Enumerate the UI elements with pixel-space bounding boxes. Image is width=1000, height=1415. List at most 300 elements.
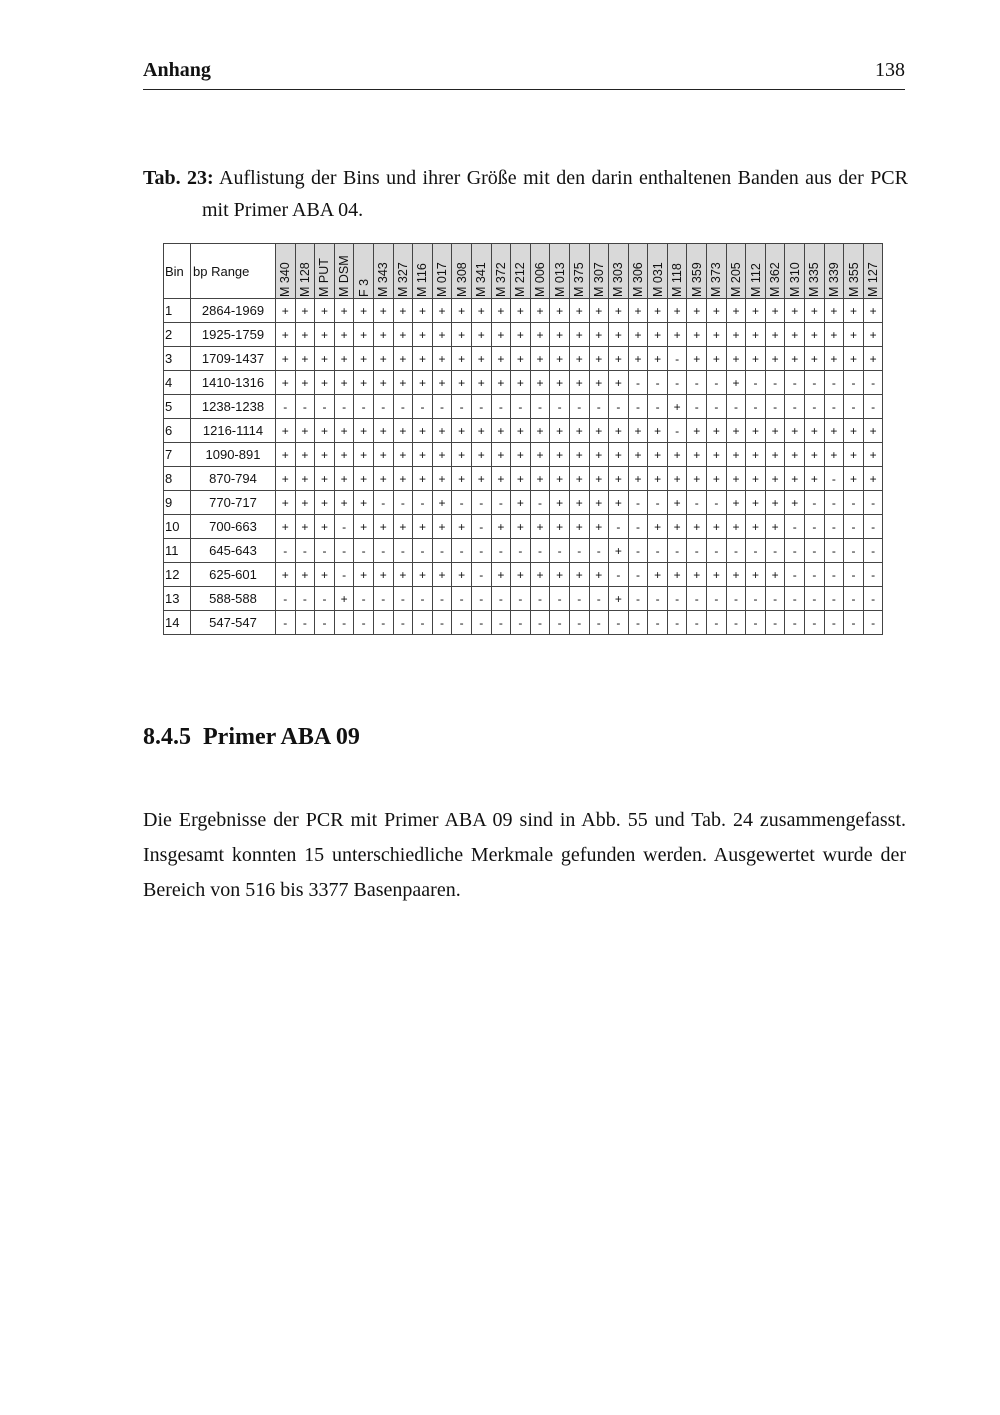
band-presence-cell: - xyxy=(648,539,668,563)
band-presence-cell: + xyxy=(844,323,864,347)
band-presence-cell: - xyxy=(687,491,707,515)
band-presence-cell: + xyxy=(276,371,296,395)
band-presence-cell: - xyxy=(746,371,766,395)
band-presence-cell: + xyxy=(295,443,315,467)
band-presence-cell: - xyxy=(432,587,452,611)
sample-label: M 306 xyxy=(630,261,645,297)
sample-column-header xyxy=(785,244,805,299)
bin-number-cell: 12 xyxy=(164,563,191,587)
band-presence-cell: - xyxy=(667,347,687,371)
band-presence-cell: + xyxy=(805,443,825,467)
band-presence-cell: - xyxy=(511,395,531,419)
sample-column-header xyxy=(354,244,374,299)
band-presence-cell: - xyxy=(805,539,825,563)
sample-label: F 3 xyxy=(356,278,371,297)
band-presence-cell: + xyxy=(805,299,825,323)
band-presence-cell: + xyxy=(863,299,883,323)
band-presence-cell: - xyxy=(746,611,766,635)
sample-label: M 372 xyxy=(493,261,508,297)
band-presence-cell: + xyxy=(334,419,354,443)
band-presence-cell: + xyxy=(491,515,511,539)
section-heading xyxy=(143,724,360,751)
band-presence-cell: + xyxy=(648,419,668,443)
band-presence-cell: - xyxy=(491,395,511,419)
band-presence-cell: + xyxy=(824,443,844,467)
band-presence-cell: - xyxy=(648,611,668,635)
sample-label: M 339 xyxy=(826,261,841,297)
table-row xyxy=(164,443,883,467)
band-presence-cell: - xyxy=(707,371,727,395)
band-presence-cell: + xyxy=(863,467,883,491)
band-presence-cell: + xyxy=(491,419,511,443)
band-presence-cell: - xyxy=(295,395,315,419)
sample-column-header xyxy=(648,244,668,299)
band-presence-cell: + xyxy=(295,515,315,539)
band-presence-cell: + xyxy=(765,323,785,347)
band-presence-cell: + xyxy=(413,443,433,467)
band-presence-cell: - xyxy=(491,587,511,611)
table-row xyxy=(164,467,883,491)
band-presence-cell: + xyxy=(765,443,785,467)
band-presence-cell: - xyxy=(785,395,805,419)
band-presence-cell: + xyxy=(628,419,648,443)
band-presence-cell: + xyxy=(452,467,472,491)
band-presence-cell: + xyxy=(354,371,374,395)
sample-column-header xyxy=(373,244,393,299)
band-presence-cell: - xyxy=(844,563,864,587)
band-presence-cell: - xyxy=(393,611,413,635)
band-presence-cell: + xyxy=(589,515,609,539)
caption-text: Auflistung der Bins und ihrer Größe mit den darin enthaltenen Banden aus der PCR xyxy=(219,167,908,189)
band-presence-cell: + xyxy=(805,347,825,371)
band-presence-cell: + xyxy=(334,491,354,515)
band-presence-cell: - xyxy=(471,587,491,611)
band-presence-cell: - xyxy=(373,395,393,419)
band-presence-cell: - xyxy=(648,587,668,611)
band-presence-cell: + xyxy=(569,419,589,443)
band-presence-cell: - xyxy=(824,539,844,563)
sample-label: M 307 xyxy=(591,261,606,297)
band-presence-cell: - xyxy=(805,563,825,587)
band-presence-cell: + xyxy=(491,323,511,347)
band-presence-cell: - xyxy=(785,539,805,563)
band-presence-cell: + xyxy=(413,323,433,347)
band-presence-cell: + xyxy=(746,491,766,515)
bin-number-cell: 10 xyxy=(164,515,191,539)
sample-column-header xyxy=(687,244,707,299)
band-presence-cell: + xyxy=(628,299,648,323)
band-presence-cell: + xyxy=(511,563,531,587)
band-presence-cell: - xyxy=(511,539,531,563)
band-presence-cell: - xyxy=(765,371,785,395)
band-presence-cell: - xyxy=(334,611,354,635)
band-presence-cell: + xyxy=(609,323,629,347)
band-presence-cell: - xyxy=(824,587,844,611)
band-presence-cell: + xyxy=(530,371,550,395)
band-presence-cell: + xyxy=(589,563,609,587)
band-presence-cell: + xyxy=(569,347,589,371)
band-presence-cell: + xyxy=(765,515,785,539)
band-presence-cell: - xyxy=(628,515,648,539)
band-presence-cell: + xyxy=(452,443,472,467)
sample-label: M 212 xyxy=(513,261,528,297)
band-presence-cell: - xyxy=(746,539,766,563)
sample-label: M 359 xyxy=(689,261,704,297)
band-presence-cell: - xyxy=(276,395,296,419)
band-presence-cell: + xyxy=(805,467,825,491)
band-presence-cell: + xyxy=(334,443,354,467)
table-row xyxy=(164,299,883,323)
sample-column-header xyxy=(824,244,844,299)
sample-column-header xyxy=(609,244,629,299)
band-presence-cell: + xyxy=(432,299,452,323)
table-row xyxy=(164,539,883,563)
band-presence-cell: - xyxy=(609,611,629,635)
bin-number-cell: 11 xyxy=(164,539,191,563)
sample-label: M 310 xyxy=(787,261,802,297)
band-presence-cell: + xyxy=(569,323,589,347)
band-presence-cell: + xyxy=(295,563,315,587)
sample-column-header xyxy=(726,244,746,299)
sample-label: M 341 xyxy=(474,261,489,297)
band-presence-cell: - xyxy=(569,611,589,635)
band-presence-cell: + xyxy=(432,347,452,371)
band-presence-cell: - xyxy=(824,611,844,635)
band-presence-cell: - xyxy=(687,611,707,635)
band-presence-cell: - xyxy=(667,611,687,635)
band-presence-cell: - xyxy=(452,395,472,419)
band-presence-cell: + xyxy=(707,443,727,467)
band-presence-cell: - xyxy=(628,395,648,419)
band-presence-cell: + xyxy=(550,419,570,443)
bp-range-cell: 870-794 xyxy=(191,467,276,491)
band-presence-cell: + xyxy=(687,419,707,443)
band-presence-cell: + xyxy=(276,515,296,539)
band-presence-cell: - xyxy=(628,491,648,515)
band-presence-cell: + xyxy=(373,371,393,395)
band-presence-cell: - xyxy=(785,371,805,395)
band-presence-cell: - xyxy=(805,491,825,515)
band-presence-cell: - xyxy=(687,395,707,419)
band-presence-cell: - xyxy=(452,491,472,515)
band-presence-cell: + xyxy=(707,419,727,443)
band-presence-cell: + xyxy=(667,323,687,347)
band-presence-cell: + xyxy=(334,371,354,395)
band-presence-cell: + xyxy=(315,443,335,467)
band-presence-cell: - xyxy=(628,587,648,611)
bp-range-cell: 1925-1759 xyxy=(191,323,276,347)
band-presence-cell: - xyxy=(530,491,550,515)
band-presence-cell: - xyxy=(844,395,864,419)
sample-column-header xyxy=(844,244,864,299)
band-presence-cell: - xyxy=(491,491,511,515)
bp-range-cell: 547-547 xyxy=(191,611,276,635)
band-presence-cell: + xyxy=(373,299,393,323)
band-presence-cell: + xyxy=(746,323,766,347)
band-presence-cell: - xyxy=(413,611,433,635)
band-presence-cell: + xyxy=(550,467,570,491)
band-presence-cell: - xyxy=(746,395,766,419)
bp-range-column-header: bp Range xyxy=(191,244,276,299)
bin-number-cell: 8 xyxy=(164,467,191,491)
band-presence-cell: - xyxy=(844,491,864,515)
band-presence-cell: - xyxy=(648,395,668,419)
bin-number-cell: 4 xyxy=(164,371,191,395)
band-presence-cell: + xyxy=(511,323,531,347)
band-presence-cell: + xyxy=(471,347,491,371)
band-presence-cell: - xyxy=(354,611,374,635)
band-presence-cell: + xyxy=(687,299,707,323)
band-presence-cell: + xyxy=(589,371,609,395)
band-presence-cell: - xyxy=(667,419,687,443)
sample-label: M 303 xyxy=(611,261,626,297)
band-presence-cell: + xyxy=(393,443,413,467)
table-row xyxy=(164,515,883,539)
band-presence-cell: - xyxy=(373,491,393,515)
band-presence-cell: + xyxy=(276,563,296,587)
band-presence-cell: + xyxy=(687,467,707,491)
band-presence-cell: - xyxy=(667,587,687,611)
band-presence-cell: + xyxy=(707,467,727,491)
band-presence-cell: - xyxy=(726,611,746,635)
band-presence-cell: + xyxy=(530,467,550,491)
band-presence-cell: - xyxy=(805,587,825,611)
band-presence-cell: + xyxy=(648,515,668,539)
bp-range-cell: 645-643 xyxy=(191,539,276,563)
band-presence-cell: + xyxy=(354,515,374,539)
band-presence-cell: + xyxy=(315,371,335,395)
band-presence-cell: - xyxy=(452,587,472,611)
band-presence-cell: + xyxy=(315,323,335,347)
band-presence-cell: + xyxy=(413,347,433,371)
band-presence-cell: + xyxy=(824,323,844,347)
band-presence-cell: + xyxy=(667,395,687,419)
band-presence-cell: + xyxy=(511,491,531,515)
bp-range-cell: 1216-1114 xyxy=(191,419,276,443)
band-presence-cell: + xyxy=(373,467,393,491)
band-presence-cell: - xyxy=(628,539,648,563)
band-presence-cell: + xyxy=(315,299,335,323)
band-presence-cell: + xyxy=(609,491,629,515)
band-presence-cell: + xyxy=(373,443,393,467)
band-presence-cell: + xyxy=(334,587,354,611)
section-number: 8.4.5 xyxy=(143,724,191,750)
band-presence-cell: - xyxy=(295,587,315,611)
band-presence-cell: - xyxy=(707,611,727,635)
bin-number-cell: 14 xyxy=(164,611,191,635)
band-presence-cell: + xyxy=(609,419,629,443)
band-presence-cell: + xyxy=(805,419,825,443)
band-presence-cell: + xyxy=(315,515,335,539)
band-presence-cell: - xyxy=(844,371,864,395)
bp-range-cell: 1090-891 xyxy=(191,443,276,467)
sample-column-header xyxy=(295,244,315,299)
band-presence-cell: + xyxy=(276,443,296,467)
band-presence-cell: + xyxy=(805,323,825,347)
band-presence-cell: - xyxy=(354,539,374,563)
band-presence-cell: - xyxy=(295,611,315,635)
band-presence-cell: - xyxy=(726,587,746,611)
band-presence-cell: + xyxy=(491,467,511,491)
sample-column-header xyxy=(569,244,589,299)
band-presence-cell: - xyxy=(569,539,589,563)
band-presence-cell: - xyxy=(315,539,335,563)
bin-number-cell: 13 xyxy=(164,587,191,611)
band-presence-cell: + xyxy=(511,467,531,491)
page-header xyxy=(143,58,905,90)
band-presence-cell: + xyxy=(432,563,452,587)
band-presence-cell: - xyxy=(334,395,354,419)
band-presence-cell: + xyxy=(863,347,883,371)
band-presence-cell: - xyxy=(550,395,570,419)
band-presence-cell: + xyxy=(413,299,433,323)
band-presence-cell: + xyxy=(452,419,472,443)
sample-column-header xyxy=(765,244,785,299)
band-presence-cell: + xyxy=(550,299,570,323)
band-presence-cell: + xyxy=(471,371,491,395)
band-presence-cell: + xyxy=(609,467,629,491)
band-presence-cell: - xyxy=(765,539,785,563)
band-presence-cell: - xyxy=(667,371,687,395)
band-presence-cell: + xyxy=(452,299,472,323)
band-presence-cell: + xyxy=(648,467,668,491)
band-presence-cell: - xyxy=(687,539,707,563)
band-presence-cell: - xyxy=(863,563,883,587)
band-presence-cell: + xyxy=(530,563,550,587)
band-presence-cell: + xyxy=(295,419,315,443)
band-presence-cell: - xyxy=(393,491,413,515)
band-presence-cell: + xyxy=(628,347,648,371)
band-presence-cell: - xyxy=(824,515,844,539)
band-presence-cell: - xyxy=(863,395,883,419)
band-presence-cell: + xyxy=(648,323,668,347)
sample-column-header xyxy=(393,244,413,299)
band-presence-cell: + xyxy=(628,443,648,467)
bin-number-cell: 7 xyxy=(164,443,191,467)
band-presence-cell: - xyxy=(785,611,805,635)
bin-number-cell: 1 xyxy=(164,299,191,323)
band-presence-cell: - xyxy=(765,395,785,419)
bp-range-cell: 1709-1437 xyxy=(191,347,276,371)
sample-column-header xyxy=(315,244,335,299)
band-presence-cell: + xyxy=(354,347,374,371)
band-presence-cell: - xyxy=(530,587,550,611)
band-presence-cell: + xyxy=(589,443,609,467)
band-presence-cell: + xyxy=(315,347,335,371)
band-presence-cell: + xyxy=(432,491,452,515)
sample-column-header xyxy=(511,244,531,299)
band-presence-cell: + xyxy=(295,299,315,323)
band-presence-cell: - xyxy=(765,611,785,635)
band-presence-cell: - xyxy=(785,587,805,611)
sample-label: M 335 xyxy=(807,261,822,297)
band-presence-cell: - xyxy=(373,539,393,563)
band-presence-cell: - xyxy=(589,611,609,635)
band-presence-cell: + xyxy=(726,563,746,587)
band-presence-cell: - xyxy=(824,467,844,491)
band-presence-cell: + xyxy=(334,299,354,323)
band-presence-cell: + xyxy=(511,371,531,395)
band-presence-cell: + xyxy=(471,419,491,443)
band-presence-cell: - xyxy=(863,491,883,515)
body-paragraph: Die Ergebnisse der PCR mit Primer ABA 09 sind in Abb. 55 und Tab. 24 zusammengefasst. Insgesamt konnten 15 unterschiedliche Merkmale gefunden werden. Ausgewertet wurde der Bereich von 516 bis 3377 Basenpaaren. xyxy=(143,809,906,901)
band-presence-cell: - xyxy=(863,587,883,611)
table-row xyxy=(164,611,883,635)
sample-label: M 031 xyxy=(650,261,665,297)
band-presence-cell: + xyxy=(687,347,707,371)
band-presence-cell: + xyxy=(393,323,413,347)
band-presence-cell: + xyxy=(393,563,413,587)
bp-range-cell: 2864-1969 xyxy=(191,299,276,323)
band-presence-cell: + xyxy=(765,347,785,371)
band-presence-cell: - xyxy=(707,539,727,563)
band-presence-cell: + xyxy=(667,515,687,539)
band-presence-cell: + xyxy=(785,467,805,491)
band-presence-cell: - xyxy=(491,539,511,563)
band-presence-cell: + xyxy=(295,467,315,491)
band-presence-cell: + xyxy=(844,467,864,491)
band-presence-cell: + xyxy=(746,467,766,491)
band-presence-cell: + xyxy=(413,563,433,587)
band-presence-cell: + xyxy=(354,419,374,443)
band-presence-cell: + xyxy=(432,515,452,539)
band-presence-cell: + xyxy=(785,323,805,347)
band-presence-cell: + xyxy=(511,419,531,443)
sample-column-header xyxy=(667,244,687,299)
band-presence-cell: + xyxy=(746,515,766,539)
band-presence-cell: - xyxy=(785,563,805,587)
band-presence-cell: - xyxy=(863,539,883,563)
band-presence-cell: + xyxy=(393,515,413,539)
band-presence-cell: + xyxy=(707,323,727,347)
header-title: Anhang xyxy=(143,59,211,81)
band-presence-cell: + xyxy=(413,467,433,491)
band-presence-cell: + xyxy=(550,563,570,587)
band-presence-cell: - xyxy=(413,395,433,419)
band-presence-cell: + xyxy=(452,323,472,347)
sample-label: M 308 xyxy=(454,261,469,297)
band-presence-cell: - xyxy=(471,515,491,539)
sample-column-header xyxy=(432,244,452,299)
sample-column-header xyxy=(334,244,354,299)
band-presence-cell: - xyxy=(432,395,452,419)
band-presence-cell: - xyxy=(726,539,746,563)
band-presence-cell: - xyxy=(785,515,805,539)
band-presence-cell: + xyxy=(276,347,296,371)
band-presence-cell: - xyxy=(373,611,393,635)
band-presence-cell: + xyxy=(530,323,550,347)
page-number: 138 xyxy=(875,59,905,81)
sample-column-header xyxy=(805,244,825,299)
band-presence-cell: + xyxy=(373,323,393,347)
band-presence-cell: + xyxy=(589,419,609,443)
band-presence-cell: + xyxy=(413,371,433,395)
band-presence-cell: + xyxy=(295,347,315,371)
band-presence-cell: - xyxy=(530,539,550,563)
band-presence-cell: + xyxy=(452,371,472,395)
band-presence-cell: + xyxy=(511,299,531,323)
band-presence-cell: + xyxy=(393,347,413,371)
band-presence-cell: - xyxy=(844,539,864,563)
band-presence-cell: + xyxy=(569,371,589,395)
sample-label: M 373 xyxy=(709,261,724,297)
bp-range-cell: 1410-1316 xyxy=(191,371,276,395)
band-presence-cell: + xyxy=(726,491,746,515)
band-presence-cell: + xyxy=(491,347,511,371)
band-presence-cell: + xyxy=(491,299,511,323)
band-presence-cell: - xyxy=(805,371,825,395)
band-presence-cell: - xyxy=(805,515,825,539)
